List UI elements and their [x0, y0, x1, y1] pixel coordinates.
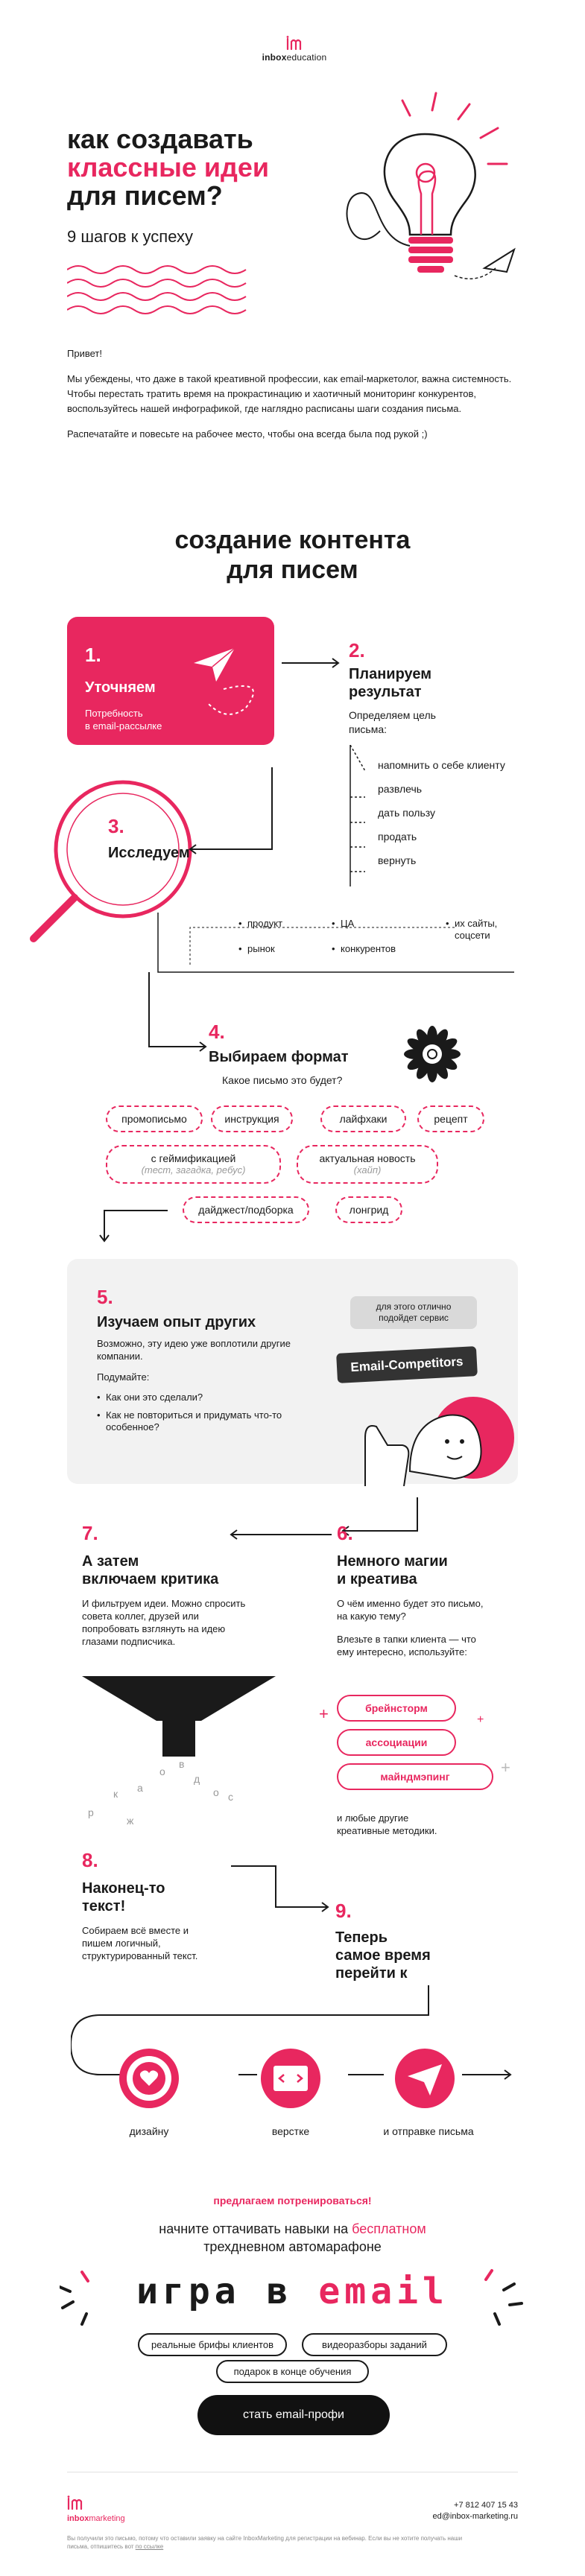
become-pro-button[interactable]: стать email-профи — [197, 2395, 390, 2435]
step2-number: 2. — [349, 639, 365, 662]
format-pill-instruction: инструкция — [211, 1105, 293, 1132]
hero-title: как создавать классные идеи для писем? — [67, 124, 270, 211]
footer-legal: Вы получили это письмо, потому что оставили заявку на сайте InboxMarketing для регистрации на вебинар. Если вы не хотите получать наши письма, отпишитесь вот по ссылке — [67, 2535, 463, 2550]
funnel-icon — [82, 1676, 276, 1758]
flower-icon — [402, 1024, 462, 1084]
sparkle-icon: + — [477, 1713, 484, 1726]
step8-number: 8. — [82, 1849, 98, 1871]
format-pill-gamification: с геймификацией (тест, загадка, ребус) — [106, 1145, 281, 1184]
promo-chip-reviews: видеоразборы заданий — [302, 2333, 447, 2356]
format-pill-recipe: рецепт — [417, 1105, 484, 1132]
promo-game-title: игра в email — [136, 2271, 449, 2312]
step6-number: 6. — [337, 1522, 353, 1544]
step9-number: 9. — [335, 1900, 352, 1922]
question-item: • Как они это сделали? — [97, 1392, 294, 1403]
step8-content — [82, 1849, 231, 1962]
step2-goals-list — [369, 758, 518, 878]
wavy-lines-decoration — [67, 262, 253, 322]
arrow-step8-to-step9 — [224, 1862, 335, 1914]
step2-block — [349, 639, 436, 737]
inbox-logo-icon — [67, 2496, 83, 2510]
step5-content — [97, 1286, 320, 1433]
research-list-a — [238, 918, 282, 955]
header-logo[interactable] — [253, 36, 335, 63]
send-plane-icon — [391, 2045, 458, 2112]
step6-title: Немного магии и креатива — [337, 1553, 448, 1587]
heart-target-icon — [116, 2045, 183, 2112]
sparkle-icon: + — [319, 1704, 329, 1723]
step9-content — [335, 1900, 522, 1982]
method-brainstorm: брейнсторм — [337, 1695, 456, 1722]
promo-dash-decoration — [60, 2265, 525, 2332]
research-item: • рынок — [238, 943, 282, 955]
step3-number: 3. — [108, 815, 124, 837]
stage-markup: верстке — [271, 2125, 310, 2137]
code-block-icon — [257, 2045, 324, 2112]
step1-title: Уточняем — [85, 679, 156, 696]
goal-item: напомнить о себе клиенту — [378, 759, 505, 771]
footer-phone[interactable]: +7 812 407 15 43 — [454, 2501, 518, 2510]
intro-text: Привет! Мы убеждены, что даже в такой креативной профессии, как email-маркетолог, важна системность. Чтобы перестать тратить время на прокрастинацию и хаотичный мониторинг конкурентов, воспользуйтесь нашей инфографикой, где наглядно расписаны шаги создания письма. Распечатайте и повесьте на рабочее место, чтобы она всегда была под рукой ;) — [67, 348, 512, 440]
step5-text: Возможно, эту идею уже воплотили другие компании. — [97, 1338, 291, 1362]
step1-card — [67, 617, 274, 745]
step4-number: 4. — [209, 1021, 225, 1043]
step5-number: 5. — [97, 1286, 113, 1308]
goal-item: развлечь — [378, 783, 423, 795]
stage-sending: и отправке письма — [383, 2125, 474, 2137]
step2-text: Определяем цель письма: — [349, 709, 436, 735]
format-pill-lifehacks: лайфхаки — [320, 1105, 406, 1132]
step7-title: А затем включаем критика — [82, 1553, 219, 1587]
step3-title: Исследуем — [108, 845, 190, 861]
step3-heading — [108, 815, 190, 862]
arrow-step4-to-step5 — [97, 1207, 171, 1251]
method-associations: ассоциации — [337, 1729, 456, 1756]
lightbulb-illustration — [328, 89, 537, 291]
hero-subtitle: 9 шагов к успеху — [67, 227, 193, 246]
sparkle-icon: + — [501, 1758, 510, 1777]
step4-title: Выбираем формат — [209, 1049, 349, 1065]
format-pill-news: актуальная новость (хайп) — [297, 1145, 438, 1184]
paper-plane-icon — [186, 641, 268, 715]
step5-think: Подумайте: — [97, 1371, 150, 1383]
format-pill-digest: дайджест/подборка — [183, 1196, 309, 1223]
step7-content — [82, 1522, 283, 1648]
footer-email[interactable]: ed@inbox-marketing.ru — [432, 2512, 518, 2521]
research-list-b — [332, 918, 396, 955]
step7-number: 7. — [82, 1522, 98, 1544]
step8-text: Собираем всё вместе и пишем логичный, структурированный текст. — [82, 1925, 198, 1961]
step6-tail: и любые другие креативные методики. — [337, 1812, 437, 1836]
step9-title: Теперь самое время перейти к — [335, 1929, 431, 1982]
method-mindmapping: майндмэпинг — [337, 1763, 493, 1790]
promo-chip-gift: подарок в конце обучения — [216, 2360, 369, 2383]
email-competitors-badge[interactable]: Email-Competitors — [336, 1346, 478, 1383]
arrow-step3-to-step4 — [142, 972, 216, 1054]
step1-text: Потребность в email-рассылке — [85, 708, 162, 732]
goal-item: продать — [378, 831, 417, 843]
speech-bubble: для этого отлично подойдет сервис — [350, 1296, 477, 1329]
research-item: • ЦА — [332, 918, 396, 930]
research-list-c — [446, 918, 520, 942]
question-item: • Как не повториться и придумать что-то особенное? — [97, 1409, 294, 1433]
format-pill-longread: лонгрид — [335, 1196, 402, 1223]
stage-design: дизайну — [129, 2125, 169, 2137]
step7-text: И фильтруем идеи. Можно спросить совета коллег, друзей или попробовать взглянуть на идею глазами подписчика. — [82, 1598, 246, 1647]
step1-number: 1. — [85, 644, 101, 666]
footer-wordmark: inboxmarketing — [67, 2514, 125, 2523]
thumbs-up-character — [350, 1386, 518, 1486]
format-pill-promo: промописьмо — [106, 1105, 203, 1132]
inbox-logo-icon — [286, 36, 303, 51]
step6-text2: Влезьте в тапки клиента — что ему интересно, используйте: — [337, 1634, 476, 1657]
step5-questions — [97, 1392, 294, 1433]
section-title: создание контента для писем — [174, 526, 411, 584]
step6-text1: О чём именно будет это письмо, на какую тему? — [337, 1598, 484, 1622]
promo-description: начните оттачивать навыки на бесплатном трехдневном автомарафоне — [159, 2221, 426, 2254]
promo-kicker: предлагаем потренироваться! — [213, 2195, 372, 2207]
research-item: • их сайты, соцсети — [446, 918, 520, 942]
logo-wordmark: inboxeducation — [262, 52, 327, 63]
falling-letters: р к а о в д о с ж — [88, 1758, 233, 1827]
step4-question: Какое письмо это будет? — [222, 1074, 343, 1086]
step4-heading — [209, 1021, 349, 1088]
research-item: • продукт — [238, 918, 282, 930]
step6-content — [337, 1522, 523, 1658]
step8-title: Наконец-то текст! — [82, 1880, 165, 1914]
goal-item: дать пользу — [378, 807, 436, 819]
unsubscribe-link[interactable]: по ссылке — [135, 2543, 164, 2550]
footer-contacts — [388, 2500, 518, 2522]
research-item: • конкурентов — [332, 943, 396, 955]
arrow-step1-to-step2 — [274, 648, 349, 670]
footer-logo[interactable] — [67, 2496, 142, 2523]
step5-title: Изучаем опыт других — [97, 1314, 256, 1330]
promo-chip-briefs: реальные брифы клиентов — [138, 2333, 287, 2356]
goal-item: вернуть — [378, 854, 417, 866]
step2-title: Планируем результат — [349, 666, 432, 700]
